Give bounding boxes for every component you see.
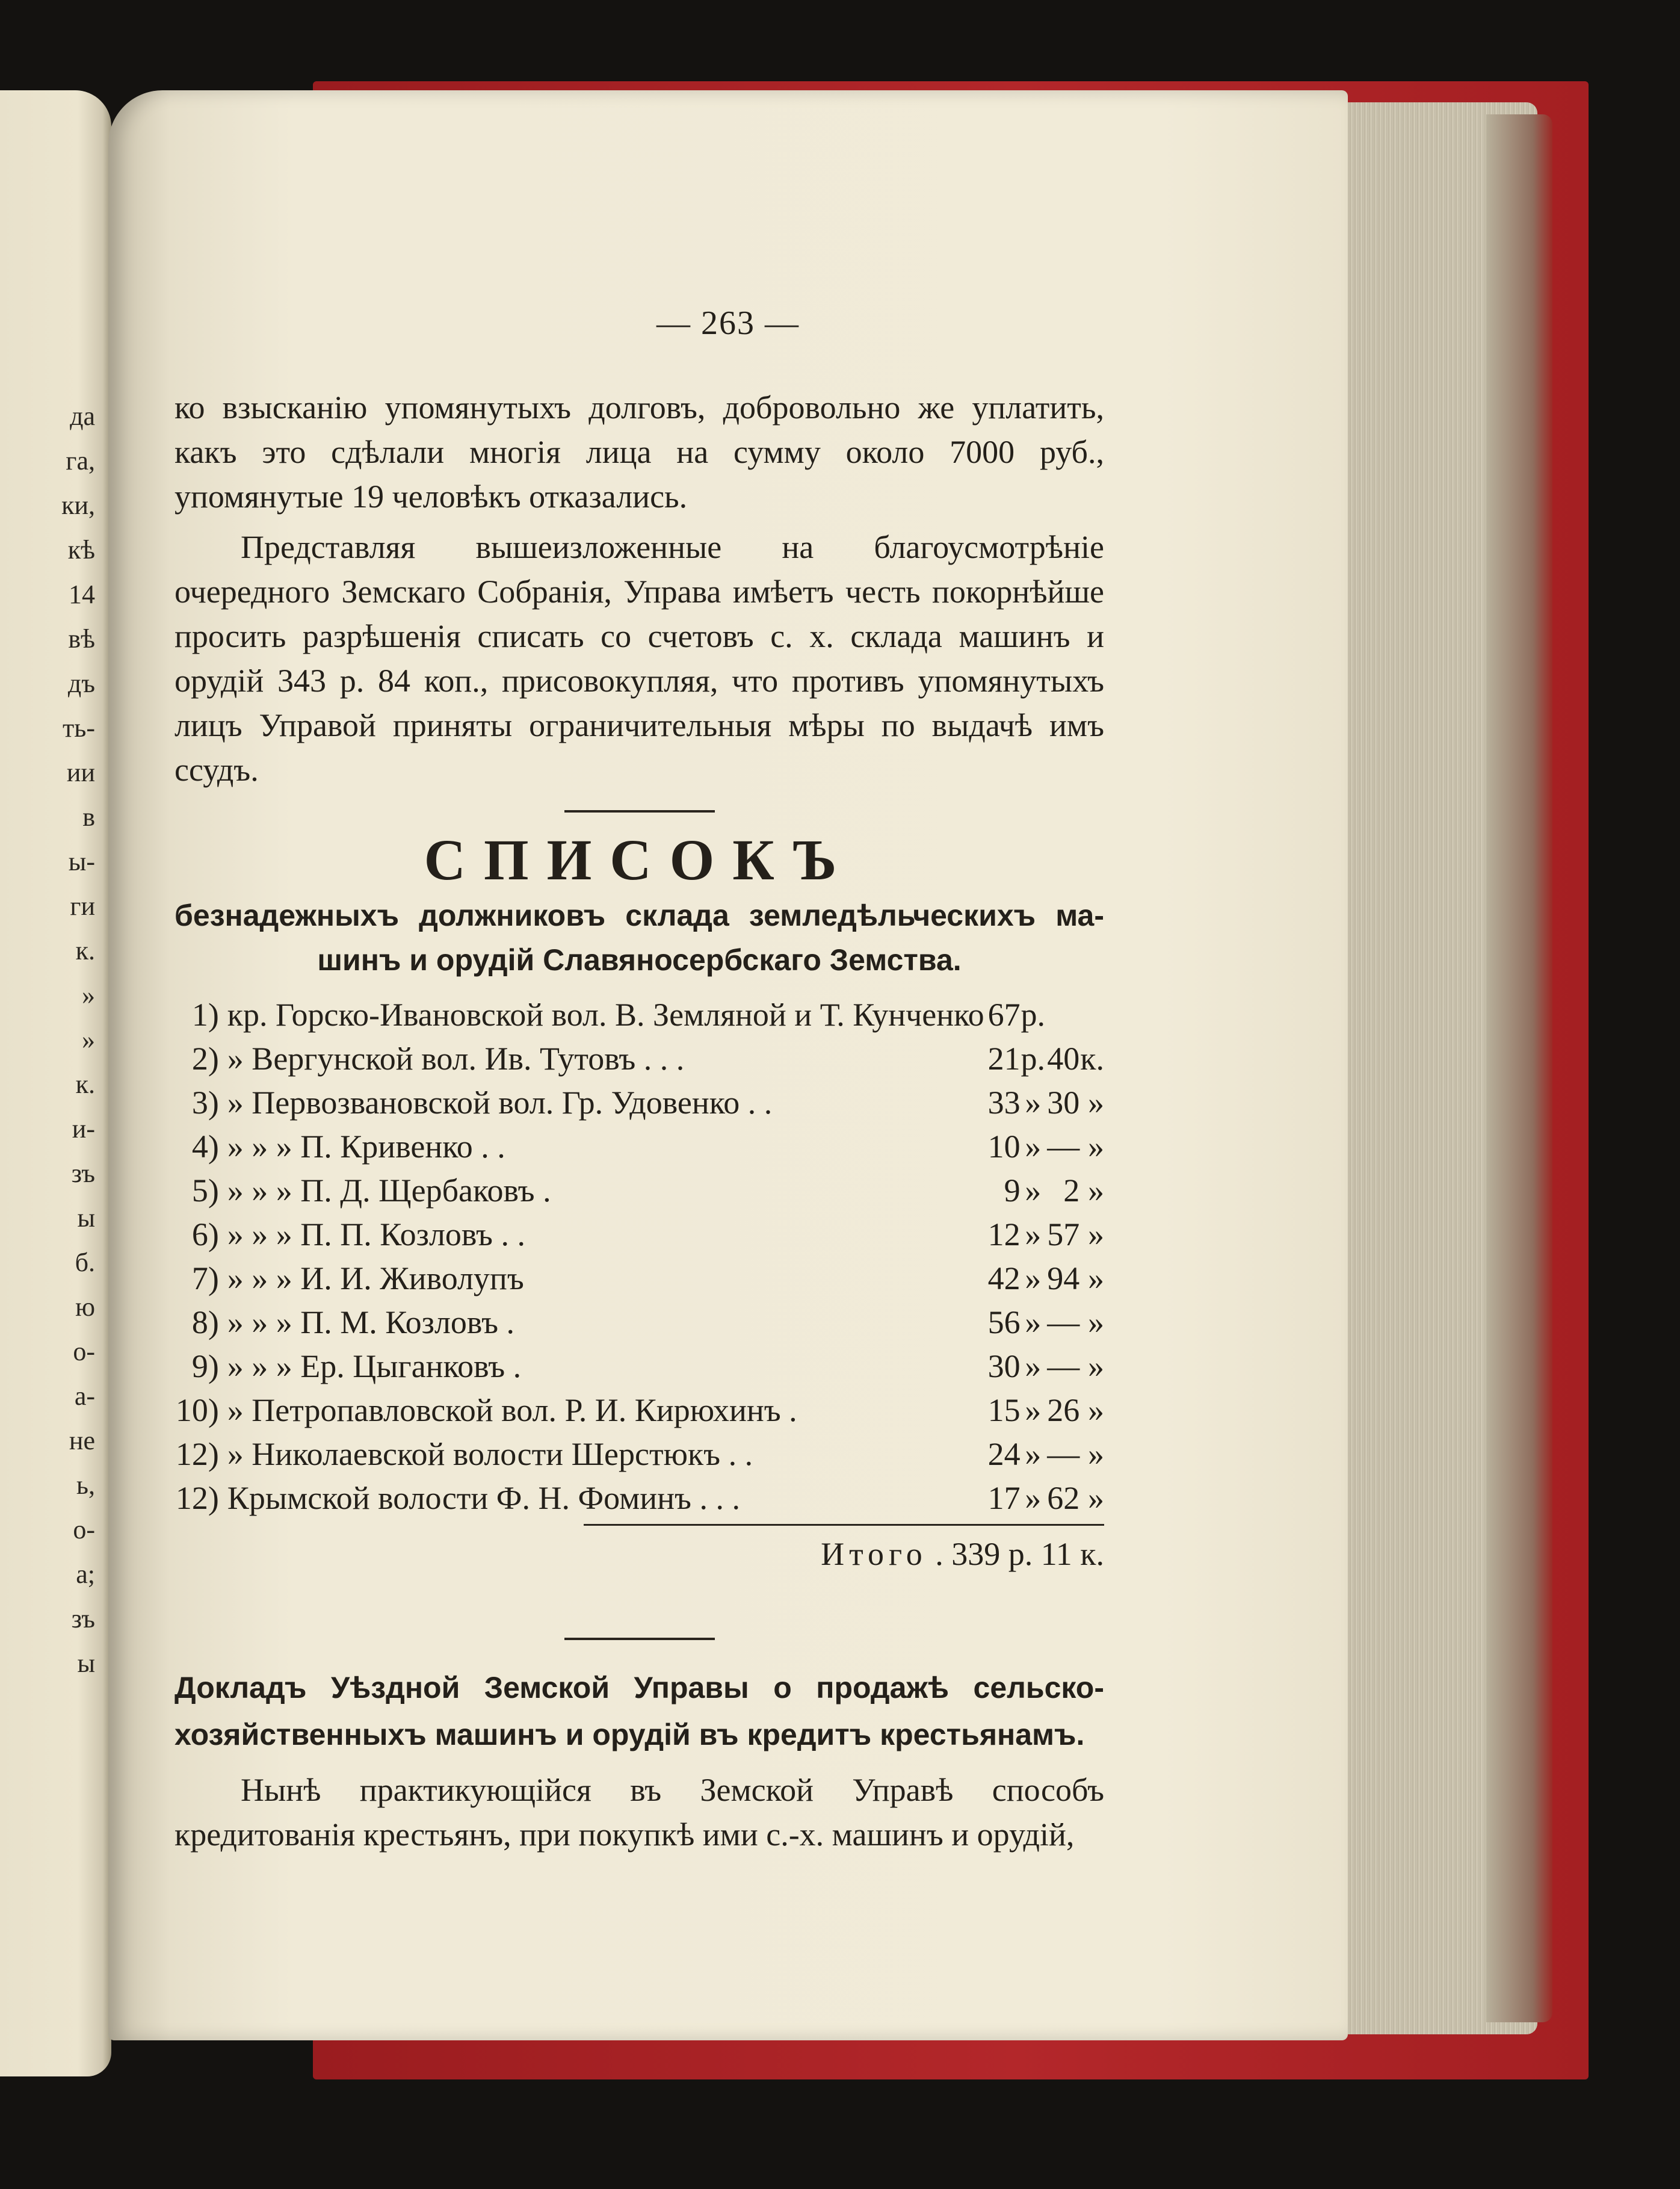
page-content [174,385,1104,1857]
debtor-name: » Петропавловской вол. Р. И. Кирюхинъ . [227,1392,797,1428]
rubles-unit: р. [1021,997,1046,1033]
table-row [174,1345,1104,1389]
section-divider [564,810,715,813]
kopecks-value: — [1047,1304,1080,1340]
previous-page-fragment: 14 [69,580,95,609]
rubles-value: 42 [987,1260,1021,1296]
list-title: СПИСОКЪ [424,828,855,892]
debtor-name: » Вергунской вол. Ив. Тутовъ . . . [227,1041,685,1077]
kopecks-unit: » [1088,1216,1104,1252]
previous-page-fragment: ю [75,1292,95,1322]
previous-page-fragment: а- [74,1381,95,1411]
row-number: 9) [191,1348,219,1384]
rubles-unit: » [1025,1436,1042,1472]
kopecks-value: 26 [1047,1392,1080,1428]
table-row [174,1257,1104,1301]
table-row [174,1169,1104,1213]
table-row [174,1213,1104,1257]
kopecks-unit: » [1088,1304,1104,1340]
rubles-value: 24 [987,1436,1021,1472]
total-line [174,1531,1104,1578]
previous-page-fragment: а; [76,1559,95,1589]
previous-page-fragment: в [82,802,95,832]
kopecks-value: — [1047,1436,1080,1472]
previous-page-fragment: к. [75,936,95,965]
previous-page-fragment: ы- [68,847,95,876]
previous-page-fragment: к. [75,1070,95,1099]
previous-page-fragment: о- [73,1515,95,1544]
table-row [174,1081,1104,1125]
debtor-name: » » » П. М. Козловъ . [227,1304,514,1340]
total-label: Итого [821,1536,927,1572]
row-number: 3) [191,1085,219,1121]
row-number: 6) [191,1216,219,1252]
row-number: 10) [175,1392,219,1428]
rubles-value: 67 [987,997,1021,1033]
kopecks-value [1046,993,1079,1037]
rubles-unit: » [1025,1304,1042,1340]
previous-page-fragment: о- [73,1337,95,1366]
debtor-name: » » » П. Д. Щербаковъ . [227,1172,551,1209]
rubles-value: 30 [987,1348,1021,1384]
rubles-unit: » [1025,1216,1042,1252]
kopecks-value: 62 [1047,1480,1080,1516]
list-subtitle-line-2: шинъ и орудій Славяносербскаго Земства. [317,943,962,977]
previous-page-fragment: и- [72,1114,95,1144]
previous-page-fragment: кѣ [67,535,95,565]
kopecks-value: — [1047,1348,1080,1384]
previous-page-fragment: ы [77,1649,95,1678]
table-row [174,1301,1104,1345]
kopecks-unit: » [1088,1172,1104,1209]
rubles-unit: » [1025,1172,1042,1209]
row-number: 8) [191,1304,219,1340]
debtor-name: » Первозвановской вол. Гр. Удовенко . . [227,1085,773,1121]
previous-page-fragment: ки, [61,491,95,520]
table-row [174,1037,1104,1081]
previous-page-fragment: зъ [71,1604,95,1633]
previous-page-fragment: ы [77,1203,95,1233]
table-row [174,1125,1104,1169]
rubles-value: 15 [987,1392,1021,1428]
row-number: 4) [191,1129,219,1165]
kopecks-unit: » [1088,1260,1104,1296]
debtor-name: » Николаевской волости Шерстюкъ . . [227,1436,753,1472]
report-heading: Докладъ Уѣздной Земской Управы о продажѣ сельско-хозяйственныхъ машинъ и орудій въ кредитъ крестьянамъ. [174,1671,1104,1751]
row-number: 2) [191,1041,219,1077]
rubles-unit: » [1025,1392,1042,1428]
previous-page-fragment: да [70,401,95,431]
kopecks-value: 30 [1047,1085,1080,1121]
intro-line-1: ко взысканію упомянутыхъ долговъ, добровольно же уплатить, [174,389,1104,426]
rubles-value: 33 [987,1085,1021,1121]
total-value: . 339 р. 11 к. [935,1536,1104,1572]
table-row [174,993,1104,1037]
rubles-value: 56 [987,1304,1021,1340]
table-row [174,1432,1104,1476]
debtor-name: Крымской волости Ф. Н. Фоминъ . . . [227,1480,740,1516]
debtor-name: » » » П. Кривенко . . [227,1129,505,1165]
debtor-name: кр. Горско-Ивановской вол. В. Земляной и Т. Кунченко [227,997,984,1033]
section-divider-2 [564,1638,715,1640]
page-edges-outer [1486,114,1552,2022]
kopecks-value: 94 [1047,1260,1080,1296]
previous-page-fragment: ии [66,758,95,787]
rubles-value: 9 [1004,1172,1021,1209]
intro-line-2: какъ это сдѣлали многія лица на сумму около 7000 руб., [174,434,1104,470]
rubles-value: 21 [987,1041,1021,1077]
previous-page-fragment: ь, [76,1470,95,1500]
kopecks-unit: к. [1080,1041,1104,1077]
page-number: — 263 — [656,305,800,342]
kopecks-value: 57 [1047,1216,1080,1252]
row-number: 12) [175,1436,219,1472]
kopecks-unit: » [1088,1085,1104,1121]
debtors-table [174,993,1104,1520]
previous-page-fragment: » [82,1025,95,1054]
table-row [174,1389,1104,1432]
row-number: 7) [191,1260,219,1296]
kopecks-value: 40 [1047,1041,1080,1077]
previous-page-fragment: не [69,1426,95,1455]
debtor-name: » » » И. И. Живолупъ [227,1260,524,1296]
kopecks-unit: » [1088,1480,1104,1516]
rubles-value: 12 [987,1216,1021,1252]
rubles-unit: » [1025,1348,1042,1384]
report-text: Нынѣ практикующійся въ Земской Управѣ способъ кредитованія крестьянъ, при покупкѣ ими с.-х. машинъ и орудій, [174,1772,1104,1853]
kopecks-unit [1079,993,1104,1037]
kopecks-unit: » [1088,1129,1104,1165]
list-subtitle-line-1: безнадежныхъ должниковъ склада земледѣльческихъ ма- [174,899,1104,932]
debtor-name: » » » П. П. Козловъ . . [227,1216,525,1252]
row-number: 1) [191,997,219,1033]
previous-page-fragment: б. [75,1248,95,1277]
rubles-value: 17 [987,1480,1021,1516]
intro-line-3: упомянутые 19 человѣкъ отказались. [174,478,688,515]
previous-page-fragment: зъ [71,1159,95,1188]
kopecks-unit: » [1088,1436,1104,1472]
previous-page-fragment: га, [66,446,95,475]
previous-page-fragment: дъ [67,669,95,698]
row-number: 5) [191,1172,219,1209]
rubles-unit: » [1025,1260,1042,1296]
rubles-value: 10 [987,1129,1021,1165]
kopecks-value: — [1047,1129,1080,1165]
kopecks-value: 2 [1063,1172,1080,1209]
table-row [174,1476,1104,1520]
previous-page-fragment: ги [70,891,95,921]
previous-page-edge [0,90,111,2076]
previous-page-fragment: ть- [63,713,95,743]
row-number: 12) [175,1480,219,1516]
total-rule [584,1524,1104,1526]
kopecks-unit: » [1088,1392,1104,1428]
debtor-name: » » » Ер. Цыганковъ . [227,1348,522,1384]
kopecks-unit: » [1088,1348,1104,1384]
previous-page-fragment: » [82,980,95,1010]
rubles-unit: » [1025,1480,1042,1516]
previous-page-fragment: вѣ [68,624,95,654]
rubles-unit: р. [1021,1041,1046,1077]
rubles-unit: » [1025,1129,1042,1165]
rubles-unit: » [1025,1085,1042,1121]
resolution-paragraph: Представляя вышеизложенные на благоусмотрѣніе очередного Земскаго Собранія, Управа имѣетъ честь покорнѣйше просить разрѣшенія списать со счетовъ с. х. склада машинъ и орудій 343 р. 84 коп., присовокупляя, что противъ упомянутыхъ лицъ Управой приняты ограничительныя мѣры по выдачѣ имъ ссудъ. [174,529,1104,788]
